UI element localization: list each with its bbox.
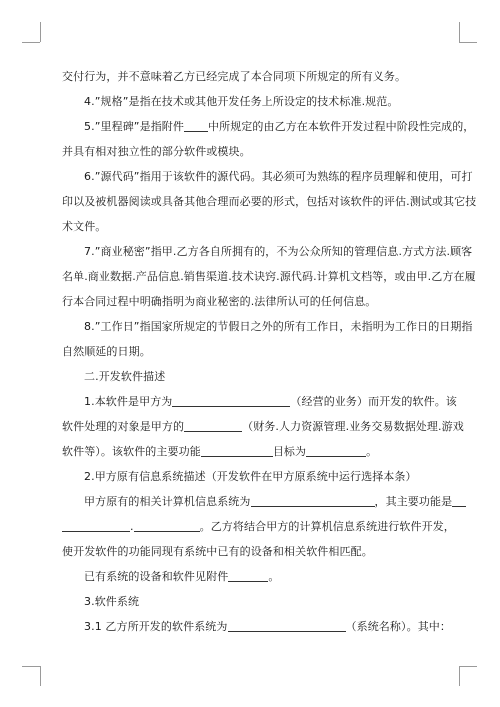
paragraph-line: 术文件。 bbox=[62, 220, 107, 233]
text-run: （经营的业务）而开发的软件。该 bbox=[290, 395, 457, 408]
blank-field bbox=[306, 442, 366, 457]
blank-field bbox=[452, 492, 466, 507]
paragraph-line: 交付行为，并不意味着乙方已经完成了本合同项下所规定的所有义务。 bbox=[62, 70, 407, 83]
blank-field bbox=[184, 417, 242, 432]
text-run: 软件处理的对象是甲方的 bbox=[62, 420, 185, 433]
clause-line bbox=[62, 414, 464, 439]
crop-mark-bottom-left-horizontal bbox=[22, 666, 40, 667]
text-run: （财务.人力资源管理.业务交易数据处理.游戏 bbox=[242, 420, 464, 433]
clause-line bbox=[62, 514, 455, 539]
clause-line bbox=[62, 389, 457, 414]
text-run: 目标为 bbox=[272, 445, 307, 458]
blank-field bbox=[228, 567, 268, 582]
text-run: 。乙方将结合甲方的计算机信息系统进行软件开发， bbox=[199, 520, 455, 533]
text-run: 已有系统的设备和软件见附件 bbox=[84, 570, 229, 583]
definition-working-day: 8.”工作日”指国家所规定的节假日之外的所有工作日，未指明为工作日的日期指 bbox=[84, 320, 473, 333]
crop-mark-top-right-vertical bbox=[459, 22, 460, 42]
text-run: 甲方原有的相关计算机信息系统为 bbox=[84, 495, 251, 508]
blank-field bbox=[201, 442, 273, 457]
clause-line bbox=[62, 564, 442, 589]
section-heading: 3.软件系统 bbox=[84, 595, 140, 608]
text-run: 软件等）。该软件的主要功能 bbox=[62, 445, 201, 458]
clause-line bbox=[62, 489, 453, 514]
definition-milestone bbox=[62, 114, 475, 139]
text-run: ，其主要功能是 bbox=[374, 495, 453, 508]
blank-field bbox=[172, 392, 290, 407]
crop-mark-top-left-vertical bbox=[40, 22, 41, 42]
text-run: . bbox=[130, 520, 134, 533]
definition-trade-secret: 7.”商业秘密”指甲.乙方各自所拥有的，不为公众所知的管理信息.方式方法.顾客 bbox=[84, 245, 473, 258]
paragraph-line: 并具有相对独立性的部分软件或模块。 bbox=[62, 145, 251, 158]
crop-mark-bottom-left-vertical bbox=[40, 666, 41, 686]
blank-field bbox=[251, 492, 375, 507]
text-run: 。 bbox=[268, 570, 280, 583]
blank-field bbox=[62, 517, 130, 532]
section-heading: 2.甲方原有信息系统描述（开发软件在甲方原系统中运行选择本条） bbox=[84, 470, 417, 483]
blank-field bbox=[184, 117, 208, 132]
blank-field bbox=[134, 517, 200, 532]
definition-specification: 4.”规格”是指在技术或其他开发任务上所设定的技术标准.规范。 bbox=[84, 95, 399, 108]
clause-line bbox=[62, 439, 442, 464]
crop-mark-top-left-horizontal bbox=[22, 42, 40, 43]
paragraph-line: 名单.商业数据.产品信息.销售渠道.技术诀窍.源代码.计算机文档等，或由甲.乙方在履 bbox=[62, 270, 476, 283]
paragraph-line: 印以及被机器阅读或具备其他合理而必要的形式，包括对该软件的评估.测试或其它技 bbox=[62, 195, 477, 208]
text-run: 。 bbox=[366, 445, 378, 458]
document-body bbox=[62, 64, 477, 639]
text-run: 1.本软件是甲方为 bbox=[84, 395, 173, 408]
paragraph-line: 使开发软件的功能同现有系统中已有的设备和相关软件相匹配。 bbox=[62, 545, 373, 558]
clause-line bbox=[62, 614, 451, 639]
crop-mark-bottom-right-horizontal bbox=[459, 666, 477, 667]
definition-source-code: 6.”源代码”指用于该软件的源代码。其必须可为熟练的程序员理解和使用，可打 bbox=[84, 170, 473, 183]
text-run: （系统名称）。其中： bbox=[345, 620, 451, 633]
crop-mark-bottom-right-vertical bbox=[459, 666, 460, 686]
section-heading: 二.开发软件描述 bbox=[84, 370, 166, 383]
text-run: 中所规定的由乙方在本软件开发过程中阶段性完成的， bbox=[208, 120, 475, 133]
text-run: 3.1 乙方所开发的软件系统为 bbox=[84, 620, 228, 633]
paragraph-line: 自然顺延的日期。 bbox=[62, 345, 151, 358]
crop-mark-top-right-horizontal bbox=[459, 42, 477, 43]
blank-field bbox=[228, 617, 346, 632]
text-run: 5.”里程碑”是指附件 bbox=[84, 120, 184, 133]
paragraph-line: 行本合同过程中明确指明为商业秘密的.法律所认可的任何信息。 bbox=[62, 295, 377, 308]
